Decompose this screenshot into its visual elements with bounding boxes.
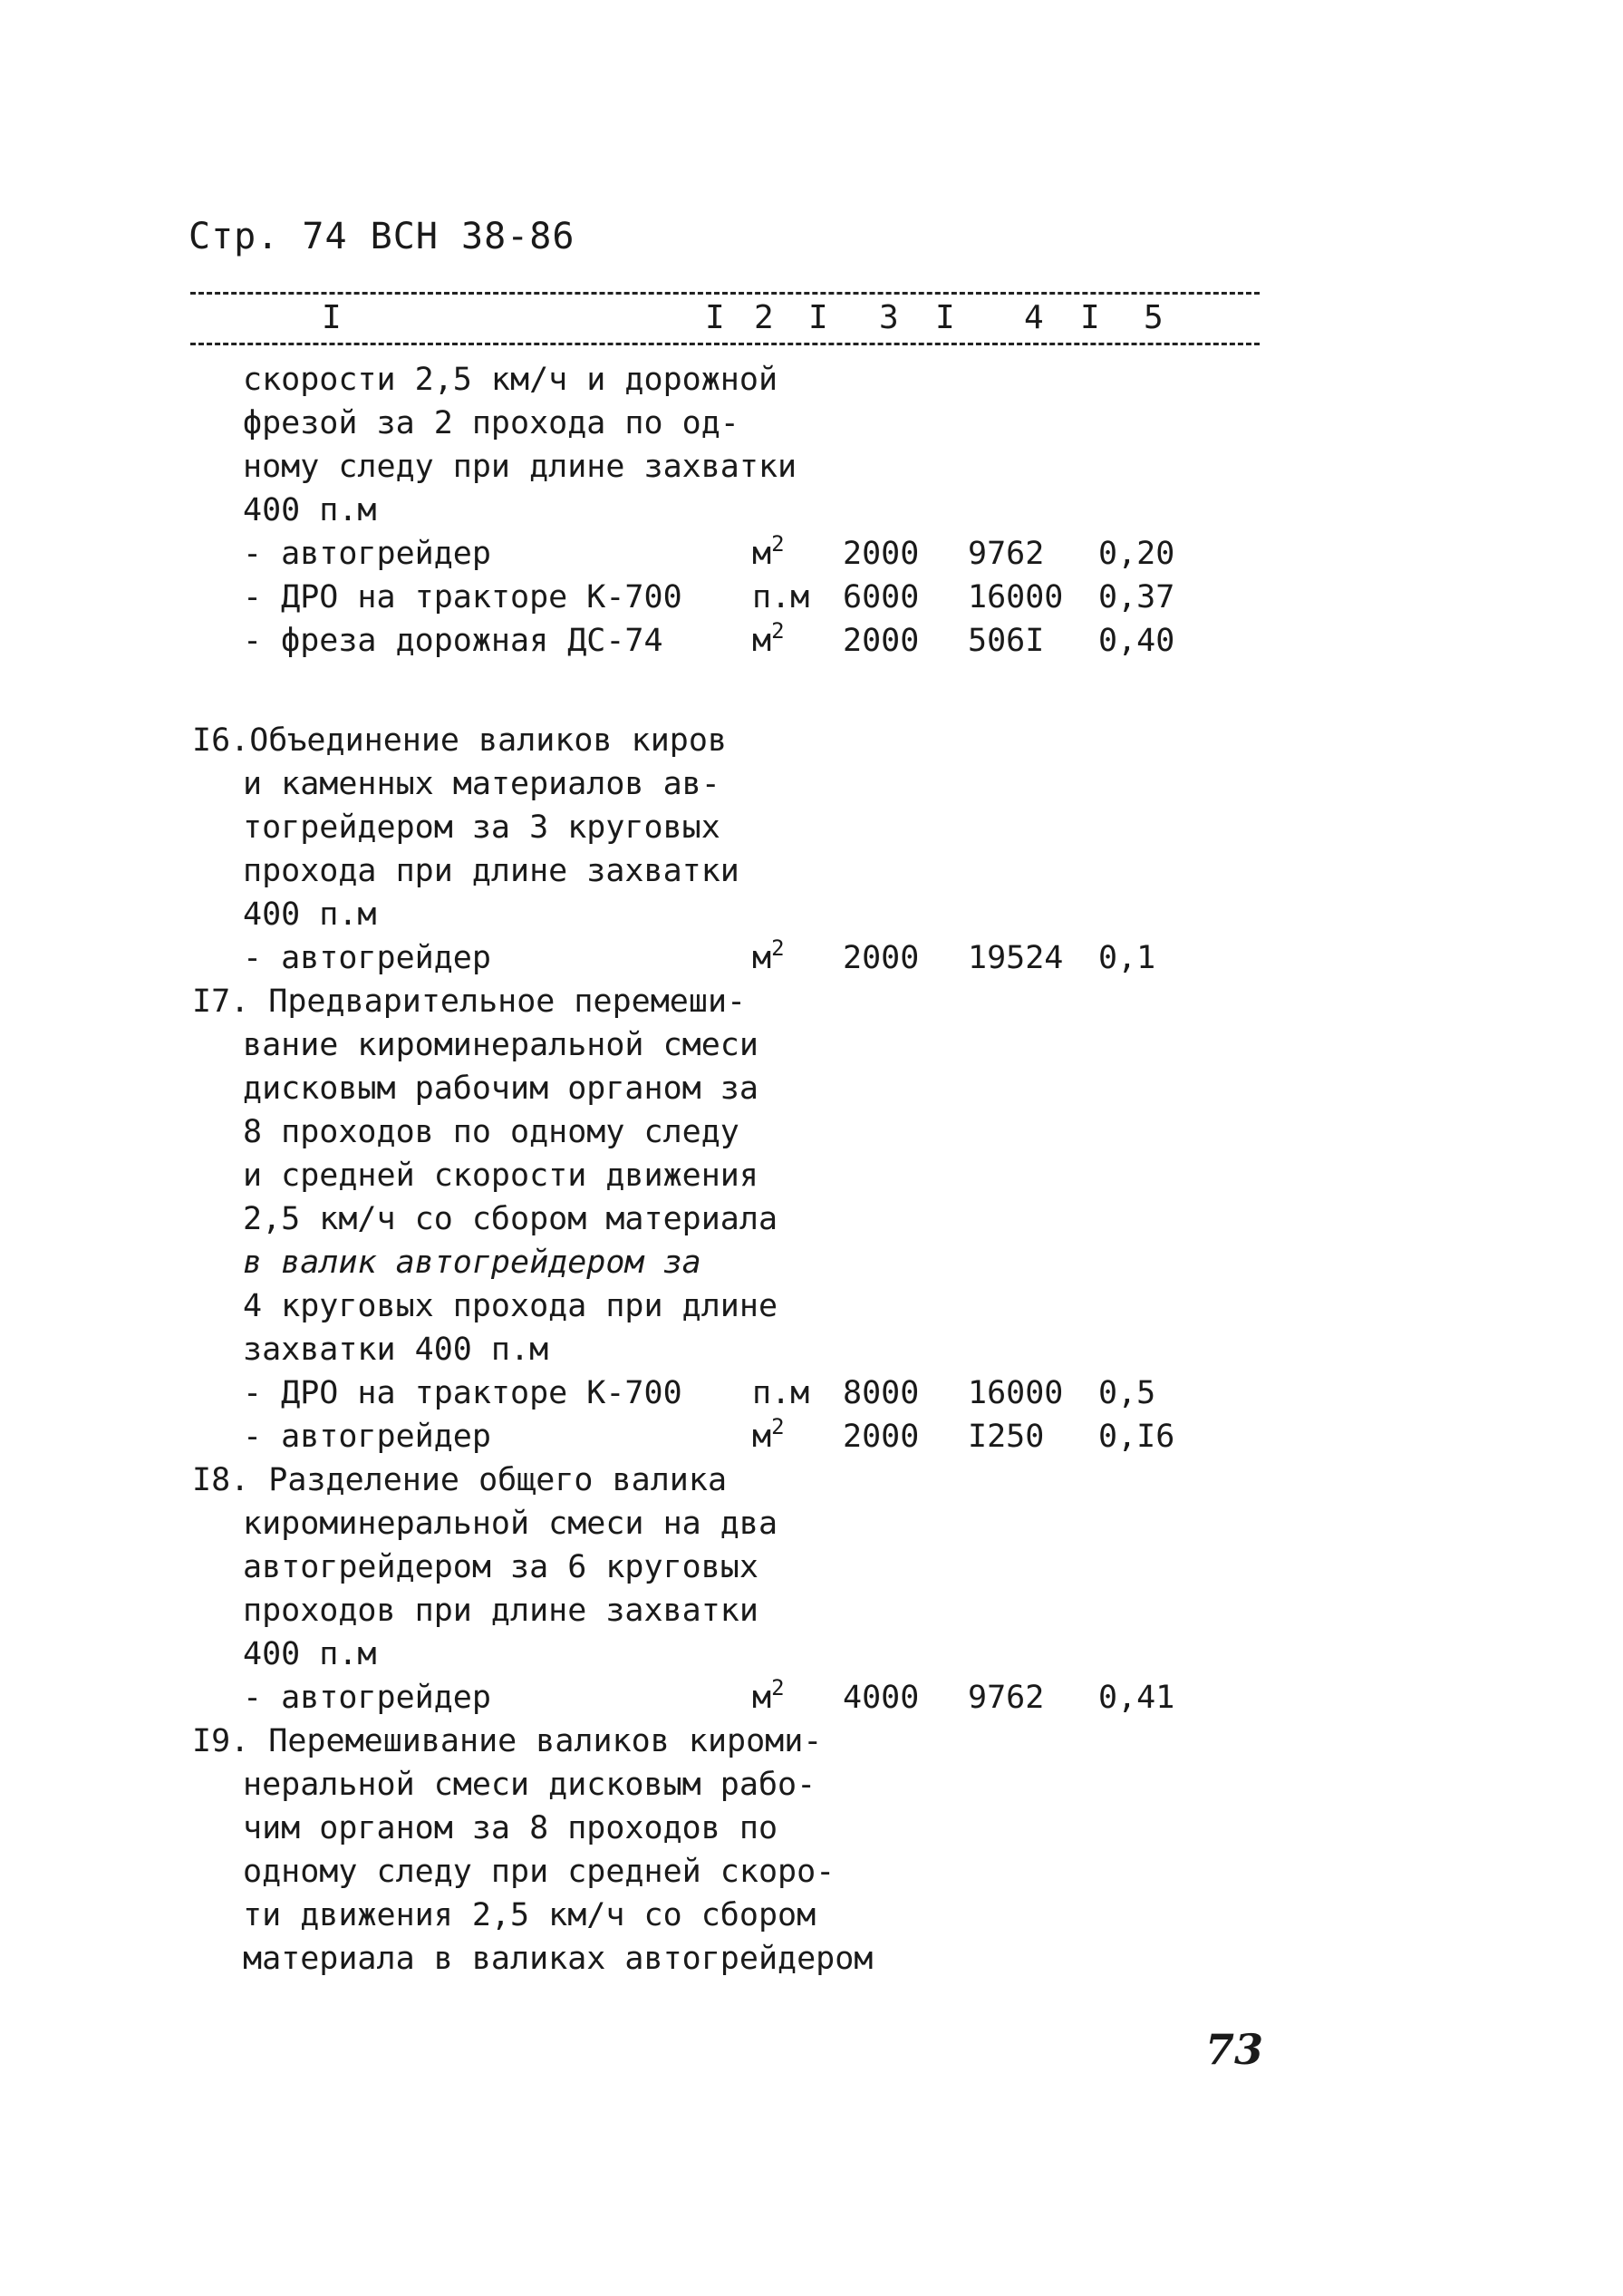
column-separator: I bbox=[705, 299, 725, 336]
unit-text: м bbox=[752, 536, 772, 572]
row-unit bbox=[752, 1676, 785, 1720]
column-header-2: 2 bbox=[754, 299, 774, 336]
row-description: - фреза дорожная ДС-74 bbox=[243, 623, 663, 659]
table-row bbox=[0, 445, 1623, 489]
table-row bbox=[0, 489, 1623, 532]
table-row bbox=[0, 1502, 1623, 1545]
unit-exponent: 2 bbox=[771, 1675, 785, 1700]
row-unit bbox=[752, 1371, 809, 1415]
row-value-c3: 4000 bbox=[843, 1680, 920, 1716]
column-separator: I bbox=[808, 299, 828, 336]
row-description: - автогрейдер bbox=[243, 536, 491, 572]
table-row bbox=[0, 1371, 1623, 1415]
unit-text: м bbox=[752, 623, 772, 659]
row-unit bbox=[752, 1415, 785, 1458]
row-value-c3: 6000 bbox=[843, 579, 920, 615]
row-value-c5: 0,I6 bbox=[1098, 1419, 1175, 1455]
row-description: одному следу при средней скоро- bbox=[243, 1854, 836, 1890]
row-description: I6.Объединение валиков киров bbox=[192, 722, 728, 759]
table-row bbox=[0, 1894, 1623, 1937]
table-row bbox=[0, 849, 1623, 893]
row-value-c5: 0,20 bbox=[1098, 536, 1175, 572]
row-description: материала в валиках автогрейдером bbox=[243, 1941, 874, 1977]
row-value-c3: 2000 bbox=[843, 1419, 920, 1455]
row-description: кироминеральной смеси на два bbox=[243, 1506, 778, 1542]
row-description: фрезой за 2 прохода по од- bbox=[243, 405, 739, 441]
row-unit bbox=[752, 576, 809, 619]
row-description: I8. Разделение общего валика bbox=[192, 1462, 728, 1498]
row-description: - ДРО на тракторе К-700 bbox=[243, 579, 682, 615]
row-description: захватки 400 п.м bbox=[243, 1332, 549, 1368]
table-row bbox=[0, 1676, 1623, 1720]
row-value-c3: 2000 bbox=[843, 623, 920, 659]
row-description: дисковым рабочим органом за bbox=[243, 1070, 758, 1107]
table-row bbox=[0, 936, 1623, 980]
row-value-c4: 506I bbox=[968, 623, 1045, 659]
row-value-c4: 16000 bbox=[968, 579, 1064, 615]
column-separator: I bbox=[935, 299, 955, 336]
table-row bbox=[0, 1763, 1623, 1807]
table-row bbox=[0, 1720, 1623, 1763]
row-description: прохода при длине захватки bbox=[243, 853, 739, 889]
column-separator: I bbox=[1080, 299, 1100, 336]
row-value-c5: 0,41 bbox=[1098, 1680, 1175, 1716]
table-row bbox=[0, 1850, 1623, 1894]
page-header: Стр. 74 ВСН 38-86 bbox=[188, 216, 575, 257]
row-value-c5: 0,40 bbox=[1098, 623, 1175, 659]
table-row bbox=[0, 1154, 1623, 1197]
row-description: вание кироминеральной смеси bbox=[243, 1027, 758, 1063]
table-row bbox=[0, 719, 1623, 762]
row-description: - автогрейдер bbox=[243, 1419, 491, 1455]
row-description: 2,5 км/ч со сбором материала bbox=[243, 1201, 778, 1237]
table-row bbox=[0, 1415, 1623, 1458]
row-description: автогрейдером за 6 круговых bbox=[243, 1549, 758, 1585]
table-row bbox=[0, 1023, 1623, 1067]
table-row bbox=[0, 893, 1623, 936]
column-header-4: 4 bbox=[1024, 299, 1044, 336]
table-row bbox=[0, 402, 1623, 445]
row-value-c4: I250 bbox=[968, 1419, 1045, 1455]
column-headers bbox=[0, 292, 1623, 343]
row-description: в валик автогрейдером за bbox=[243, 1245, 701, 1281]
table-row bbox=[0, 1110, 1623, 1154]
row-value-c3: 8000 bbox=[843, 1375, 920, 1411]
row-value-c5: 0,37 bbox=[1098, 579, 1175, 615]
row-description: проходов при длине захватки bbox=[243, 1593, 758, 1629]
row-unit bbox=[752, 936, 785, 980]
table-row bbox=[0, 806, 1623, 849]
row-description: I7. Предварительное перемеши- bbox=[192, 983, 747, 1020]
unit-text: п.м bbox=[752, 1375, 810, 1411]
table-row bbox=[0, 1545, 1623, 1589]
table-row bbox=[0, 1937, 1623, 1981]
row-description: неральной смеси дисковым рабо- bbox=[243, 1767, 816, 1803]
row-description: - автогрейдер bbox=[243, 940, 491, 976]
handwritten-page-number: 73 bbox=[1205, 2025, 1264, 2074]
unit-exponent: 2 bbox=[771, 531, 785, 557]
row-description: тогрейдером за 3 круговых bbox=[243, 809, 720, 846]
table-row bbox=[0, 1632, 1623, 1676]
row-value-c3: 2000 bbox=[843, 940, 920, 976]
table-row bbox=[0, 358, 1623, 402]
row-description: и каменных материалов ав- bbox=[243, 766, 720, 802]
table-row bbox=[0, 1197, 1623, 1241]
unit-exponent: 2 bbox=[771, 618, 785, 644]
row-description: 8 проходов по одному следу bbox=[243, 1114, 739, 1150]
row-value-c4: 16000 bbox=[968, 1375, 1064, 1411]
column-header-3: 3 bbox=[879, 299, 899, 336]
table-row bbox=[0, 576, 1623, 619]
table-row bbox=[0, 1241, 1623, 1284]
unit-exponent: 2 bbox=[771, 935, 785, 961]
table-row bbox=[0, 1807, 1623, 1850]
row-value-c4: 9762 bbox=[968, 1680, 1045, 1716]
row-description: - автогрейдер bbox=[243, 1680, 491, 1716]
unit-exponent: 2 bbox=[771, 1414, 785, 1439]
row-description: 400 п.м bbox=[243, 1636, 377, 1672]
table-row bbox=[0, 1067, 1623, 1110]
unit-text: м bbox=[752, 1680, 772, 1716]
column-header-5: 5 bbox=[1144, 299, 1164, 336]
column-header-1: I bbox=[322, 299, 342, 336]
table-row bbox=[0, 619, 1623, 663]
row-unit bbox=[752, 532, 785, 576]
row-description: 400 п.м bbox=[243, 896, 377, 933]
table-header-rule bbox=[190, 343, 1260, 345]
table-row bbox=[0, 1458, 1623, 1502]
table-row bbox=[0, 1284, 1623, 1328]
unit-text: м bbox=[752, 1419, 772, 1455]
row-description: ному следу при длине захватки bbox=[243, 449, 797, 485]
table-row bbox=[0, 1589, 1623, 1632]
unit-text: п.м bbox=[752, 579, 810, 615]
row-description: скорости 2,5 км/ч и дорожной bbox=[243, 362, 778, 398]
row-value-c4: 9762 bbox=[968, 536, 1045, 572]
row-value-c4: 19524 bbox=[968, 940, 1064, 976]
table-row bbox=[0, 1328, 1623, 1371]
row-description: 4 круговых прохода при длине bbox=[243, 1288, 778, 1324]
row-description: I9. Перемешивание валиков кироми- bbox=[192, 1723, 823, 1759]
table-row bbox=[0, 532, 1623, 576]
row-description: ти движения 2,5 км/ч со сбором bbox=[243, 1897, 816, 1933]
table-row bbox=[0, 980, 1623, 1023]
row-value-c5: 0,5 bbox=[1098, 1375, 1156, 1411]
unit-text: м bbox=[752, 940, 772, 976]
row-value-c3: 2000 bbox=[843, 536, 920, 572]
row-description: и средней скорости движения bbox=[243, 1158, 758, 1194]
row-unit bbox=[752, 619, 785, 663]
row-description: 400 п.м bbox=[243, 492, 377, 528]
table-row bbox=[0, 762, 1623, 806]
table-row bbox=[0, 663, 1623, 706]
row-description: чим органом за 8 проходов по bbox=[243, 1810, 778, 1846]
row-value-c5: 0,1 bbox=[1098, 940, 1156, 976]
row-description: - ДРО на тракторе К-700 bbox=[243, 1375, 682, 1411]
